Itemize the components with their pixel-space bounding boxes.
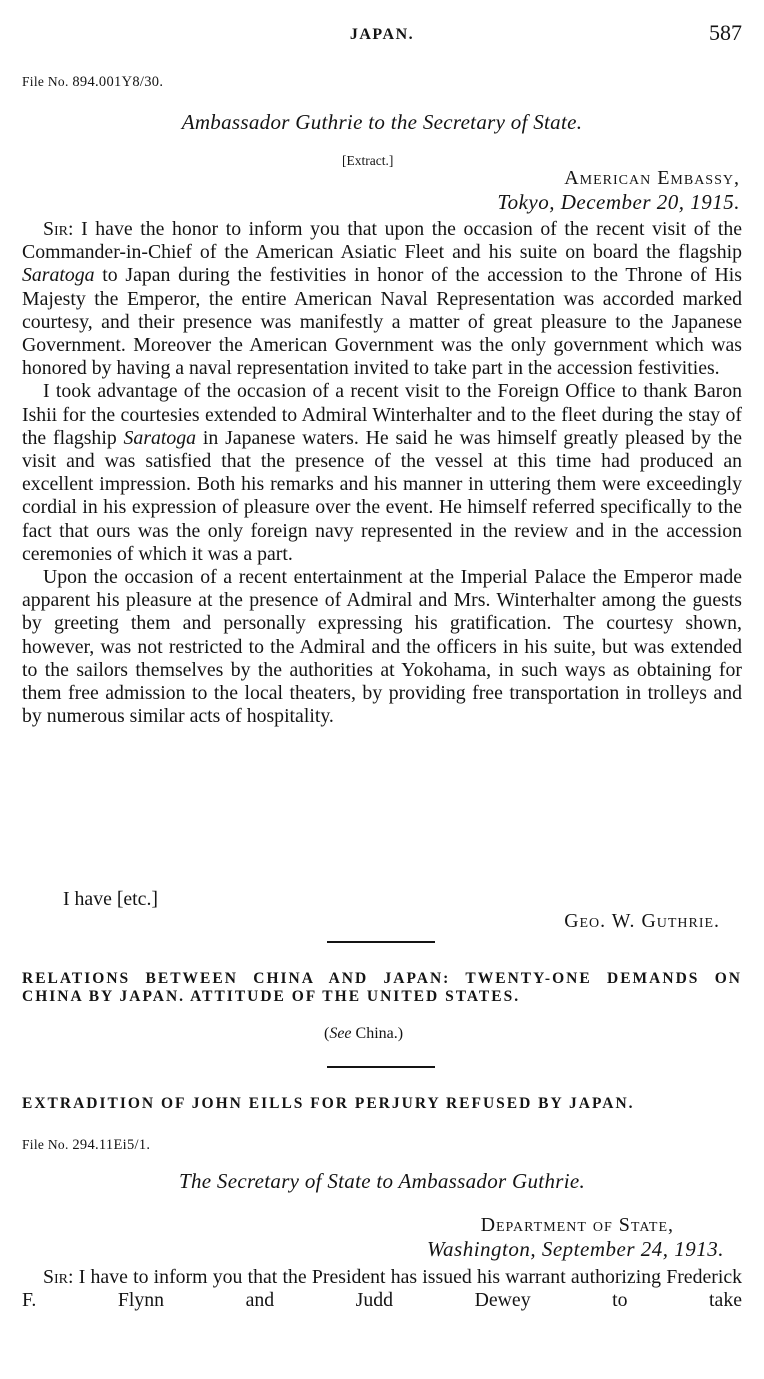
file-number-1 [22, 74, 163, 91]
closing: I have [etc.] [63, 888, 158, 910]
letter-body-2 [22, 1266, 742, 1312]
section-heading-extradition: EXTRADITION OF JOHN EILLS FOR PERJURY REFUSED BY JAPAN. [22, 1095, 635, 1112]
page-number: 587 [709, 20, 742, 45]
place-line-1: American Embassy, [564, 167, 740, 189]
file-number-value: 294.11Ei5/1. [72, 1137, 151, 1153]
paragraph-2: I took advantage of the occasion of a recent visit to the Foreign Office to thank Baron Ishii for the courtesies extended to Admiral Winterhalter and to the fleet during the stay of the flagship Saratoga in Japanese waters. He said he was himself greatly pleased by the visit and was satisfied that the presence of the vessel at this time had produced an excellent impression. Both his remarks and his manner in uttering them were exceedingly cordial in his expression of pleasure over the event. He himself referred specifically to the fact that ours was the only foreign navy represented in the review and in the accession ceremonies of which it was a part. [22, 380, 742, 565]
paragraph-1: Sir: I have the honor to inform you that upon the occasion of the recent visit of the Commander-in-Chief of the American Asiatic Fleet and his suite on board the flagship Saratoga to Japan during the festivities in honor of the accession to the Throne of His Majesty the Emperor, the entire American Naval Representation was accorded marked courtesy, and their presence was manifestly a matter of great pleasure to the Japanese Government. Moreover the American Government was the only government which was honored by having a naval representation invited to take part in the accession festivities. [22, 218, 742, 380]
letter-body-1 [22, 218, 742, 728]
date-line-2: Washington, September 24, 1913. [426, 1237, 724, 1261]
file-number-2 [22, 1137, 150, 1154]
divider-rule [327, 1066, 435, 1068]
paragraph-3: Upon the occasion of a recent entertainment at the Imperial Palace the Emperor made apparent his pleasure at the presence of Admiral and Mrs. Winterhalter among the guests by greeting them and personally expressing his gratification. The courtesy shown, however, was not restricted to the Admiral and the officers in his suite, but was extended to the sailors themselves by the authorities at Yokohama, in such ways as obtaining for them free admission to the local theaters, by providing free transportation in trolleys and by numerous similar acts of hospitality. [22, 566, 742, 728]
ship-name: Saratoga [123, 426, 197, 449]
divider-rule [327, 941, 435, 943]
date-line-1: Tokyo, December 20, 1915. [497, 190, 740, 214]
section-heading-relations: RELATIONS BETWEEN CHINA AND JAPAN: TWENTY-ONE DEMANDS ON CHINA BY JAPAN. ATTITUDE OF THE UNITED STATES. [22, 970, 742, 1005]
file-label: File No. [22, 1137, 69, 1152]
salutation: Sir: [43, 218, 74, 240]
running-head: JAPAN. [349, 26, 415, 43]
see-reference: (See China.) [324, 1025, 404, 1042]
ship-name: Saratoga [22, 264, 95, 287]
place-line-2: Department of State, [480, 1214, 674, 1236]
file-label: File No. [22, 74, 69, 89]
document-title-2: The Secretary of State to Ambassador Guthrie. [178, 1169, 586, 1193]
extract-note: [Extract.] [342, 153, 394, 168]
document-title-1: Ambassador Guthrie to the Secretary of State. [181, 110, 583, 134]
salutation: Sir: [43, 1266, 74, 1288]
paragraph-1: Sir: I have to inform you that the President has issued his warrant authorizing Frederick F. Flynn and Judd Dewey to take [22, 1266, 742, 1312]
signature: Geo. W. Guthrie. [564, 910, 720, 932]
file-number-value: 894.001Y8/30. [72, 74, 164, 90]
